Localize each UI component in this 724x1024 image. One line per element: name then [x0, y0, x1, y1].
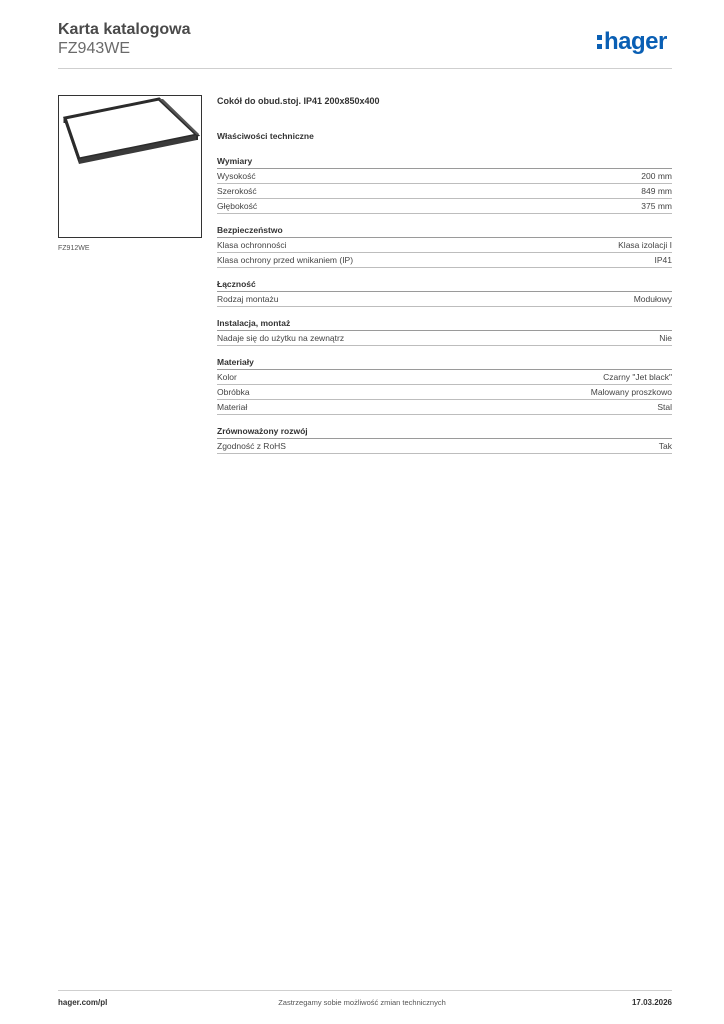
header-divider — [58, 68, 672, 69]
property-label: Szerokość — [217, 186, 257, 196]
property-label: Zgodność z RoHS — [217, 441, 286, 451]
product-title: Cokół do obud.stoj. IP41 200x850x400 — [217, 96, 380, 106]
property-label: Klasa ochronności — [217, 240, 287, 250]
property-section — [217, 425, 672, 454]
property-label: Materiał — [217, 402, 248, 412]
logo-text: hager — [604, 28, 667, 55]
property-value: Modułowy — [633, 294, 672, 304]
document-header — [58, 20, 190, 58]
image-caption: FZ912WE — [58, 245, 90, 252]
property-row — [217, 400, 672, 415]
property-row — [217, 370, 672, 385]
property-value: Nie — [659, 333, 672, 343]
property-label: Głębokość — [217, 201, 258, 211]
property-row — [217, 169, 672, 184]
property-value: Czarny "Jet black" — [603, 372, 672, 382]
property-row — [217, 292, 672, 307]
property-section — [217, 317, 672, 346]
property-value: Stal — [657, 402, 672, 412]
property-label: Kolor — [217, 372, 237, 382]
property-row — [217, 439, 672, 454]
property-label: Obróbka — [217, 387, 250, 397]
product-code: FZ943WE — [58, 40, 131, 57]
properties-sections — [217, 155, 672, 454]
product-image — [58, 95, 202, 238]
property-value: 200 mm — [641, 171, 672, 181]
section-heading: Zrównoważony rozwój — [217, 425, 672, 439]
footer-website: hager.com/pl — [58, 998, 108, 1007]
property-section — [217, 356, 672, 415]
property-label: Rodzaj montażu — [217, 294, 279, 304]
footer-date: 17.03.2026 — [631, 998, 672, 1007]
property-section — [217, 224, 672, 268]
footer-disclaimer: Zastrzegamy sobie możliwość zmian technicznych — [278, 998, 446, 1007]
property-row — [217, 199, 672, 214]
property-label: Wysokość — [217, 171, 256, 181]
property-label: Nadaje się do użytku na zewnątrz — [217, 333, 345, 343]
footer-divider — [58, 990, 672, 991]
product-content — [217, 95, 672, 454]
hager-logo — [597, 29, 667, 55]
section-heading: Materiały — [217, 356, 672, 370]
property-section — [217, 278, 672, 307]
logo-dots-icon — [597, 35, 602, 53]
property-value: IP41 — [654, 255, 672, 265]
section-heading: Instalacja, montaż — [217, 317, 672, 331]
property-row — [217, 253, 672, 268]
document-title: Karta katalogowa — [58, 21, 191, 38]
property-row — [217, 238, 672, 253]
property-value: Klasa izolacji I — [618, 240, 672, 250]
property-value: Malowany proszkowo — [590, 387, 672, 397]
section-heading: Wymiary — [217, 155, 672, 169]
plinth-frame-icon — [59, 96, 201, 237]
property-section — [217, 155, 672, 214]
property-row — [217, 331, 672, 346]
section-heading: Łączność — [217, 278, 672, 292]
property-label: Klasa ochrony przed wnikaniem (IP) — [217, 255, 354, 265]
property-value: Tak — [658, 441, 672, 451]
property-row — [217, 184, 672, 199]
property-value: 375 mm — [641, 201, 672, 211]
property-row — [217, 385, 672, 400]
property-value: 849 mm — [641, 186, 672, 196]
section-heading: Bezpieczeństwo — [217, 224, 672, 238]
tech-properties-title: Właściwości techniczne — [217, 131, 314, 141]
